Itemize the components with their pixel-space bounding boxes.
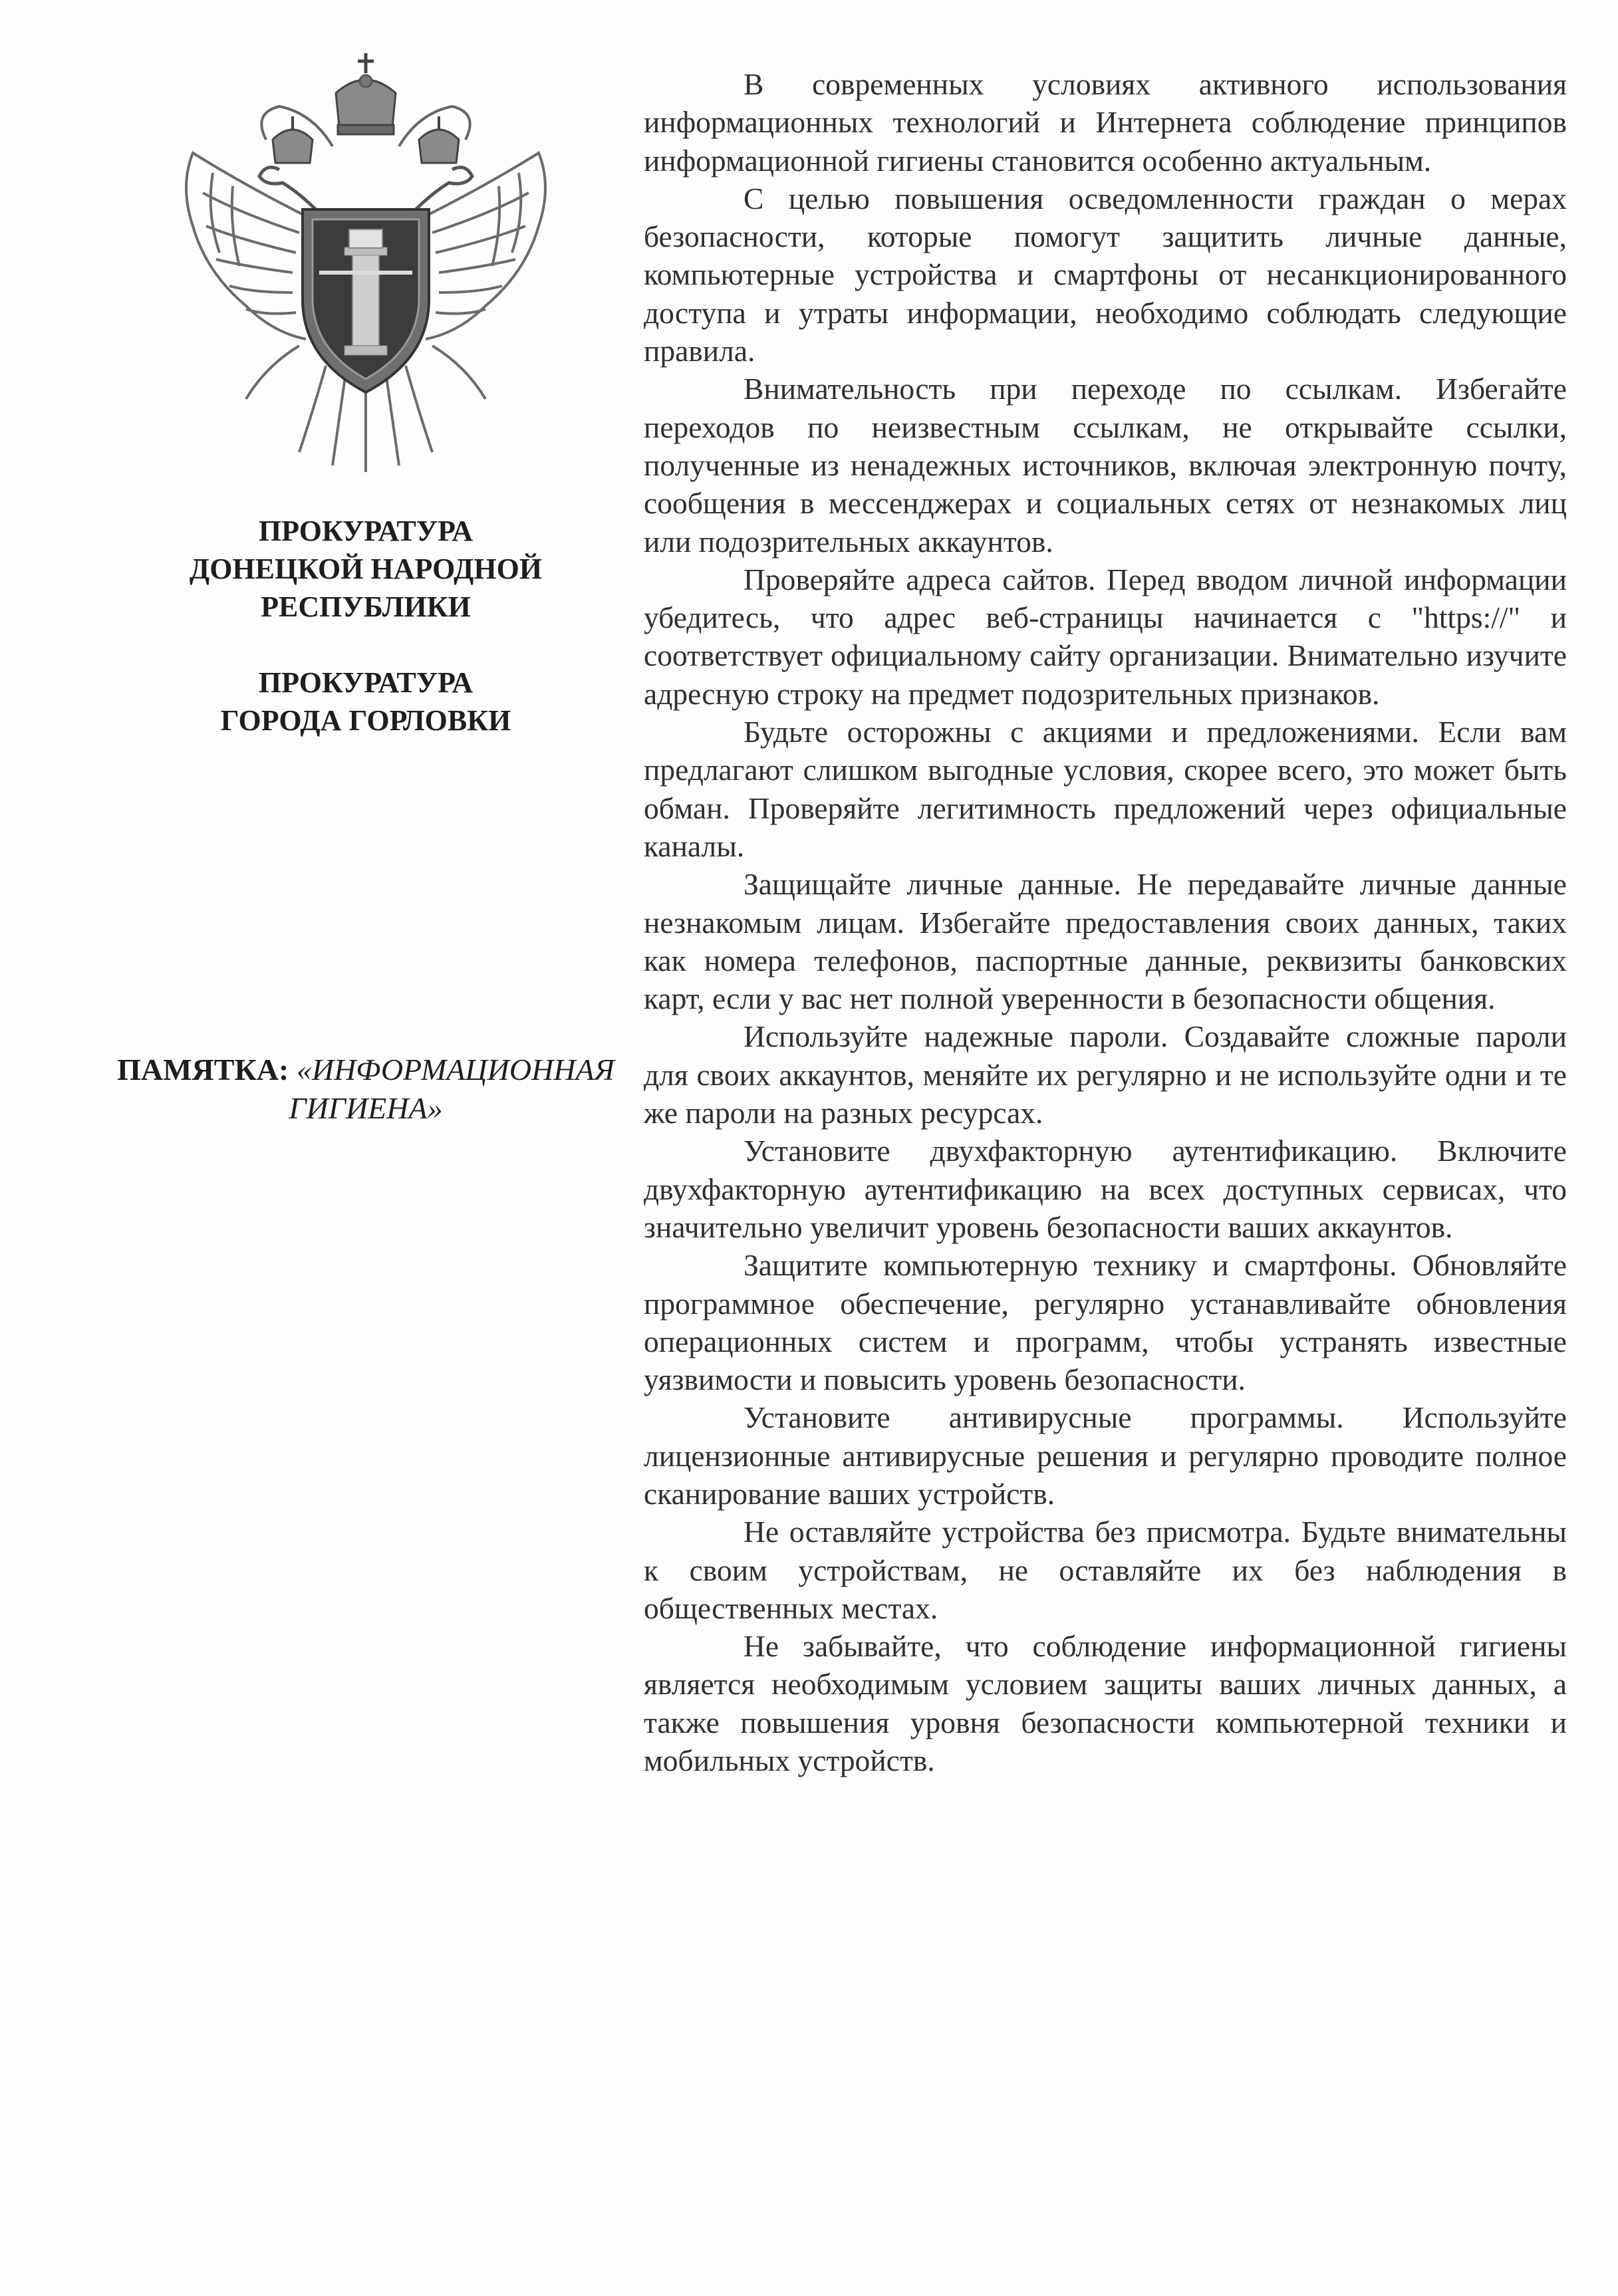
double-headed-eagle-prosecutor-emblem-icon <box>166 53 565 479</box>
central-crown <box>336 53 396 134</box>
paragraph-passwords: Используйте надежные пароли. Создавайте сложные пароли для своих аккаунтов, меняйте их регулярно и не используйте одни и те же пароли на разных ресурсах. <box>644 1019 1567 1130</box>
memo-label: ПАМЯТКА: <box>117 1053 289 1086</box>
paragraph-unattended-devices: Не оставляйте устройства без присмотра. Будьте внимательны к своим устройствам, не оставляйте их без наблюдения в общественных местах. <box>644 1515 1567 1625</box>
paragraph-device-protection: Защитите компьютерную технику и смартфоны. Обновляйте программное обеспечение, регулярно устанавливайте обновления операционных систем и программ, чтобы устранять известные уязвимости и повысить уровень безопасности. <box>644 1248 1567 1397</box>
right-crown <box>419 116 459 163</box>
paragraph-site-addresses: Проверяйте адреса сайтов. Перед вводом личной информации убедитесь, что адрес веб-страницы начинается с "https://" и соответствует официальному сайту организации. Внимательно изучите адресную строку на предмет подозрительных признаков. <box>644 562 1567 711</box>
paragraph-2fa: Установите двухфакторную аутентификацию. Включите двухфакторную аутентификацию на всех доступных сервисах, что значительно увеличит уровень безопасности ваших аккаунтов. <box>644 1134 1567 1244</box>
memo-title <box>100 1051 632 1128</box>
paragraph-offers: Будьте осторожны с акциями и предложениями. Если вам предлагают слишком выгодные условия, скорее всего, это может быть обман. Проверяйте легитимность предложений через официальные каналы. <box>644 715 1567 863</box>
right-wing <box>419 153 545 339</box>
shield <box>303 209 429 392</box>
memo-body <box>644 65 1567 1779</box>
paragraph-antivirus: Установите антивирусные программы. Используйте лицензионные антивирусные решения и регулярно проводите полное сканирование ваших устройств. <box>644 1400 1567 1511</box>
paragraph-purpose: С целью повышения осведомленности граждан о мерах безопасности, которые помогут защитить личные данные, компьютерные устройства и смартфоны от несанкционированного доступа и утраты информации, необходимо соблюдать следующие правила. <box>644 181 1567 368</box>
paragraph-intro: В современных условиях активного использования информационных технологий и Интернета соблюдение принципов информационной гигиены становится особенно актуальным. <box>644 67 1567 178</box>
sub-org-line-2: ГОРОДА ГОРЛОВКИ <box>220 704 511 737</box>
left-crown <box>273 116 313 163</box>
org-line-3: РЕСПУБЛИКИ <box>261 590 471 623</box>
paragraph-links: Внимательность при переходе по ссылкам. Избегайте переходов по неизвестным ссылкам, не открывайте ссылки, полученные из ненадежных источников, включая электронную почту, сообщения в мессенджерах и социальных сетях от незнакомых лиц или подозрительных аккаунтов. <box>644 372 1567 559</box>
organization-block <box>100 512 632 739</box>
org-line-1: ПРОКУРАТУРА <box>258 515 473 547</box>
paragraph-conclusion: Не забывайте, что соблюдение информационной гигиены является необходимым условием защиты ваших личных данных, а также повышения уровня безопасности компьютерной техники и мобильных устройств. <box>644 1629 1567 1778</box>
memo-subject-part-2: ГИГИЕНА» <box>289 1091 443 1125</box>
org-line-2: ДОНЕЦКОЙ НАРОДНОЙ <box>189 553 543 585</box>
memo-subject-part-1: «ИНФОРМАЦИОННАЯ <box>296 1053 614 1086</box>
sub-org-line-1: ПРОКУРАТУРА <box>258 666 473 699</box>
left-wing <box>186 153 313 339</box>
paragraph-personal-data: Защищайте личные данные. Не передавайте личные данные незнакомым лицам. Избегайте предоставления своих данных, таких как номера телефонов, паспортные данные, реквизиты банковских карт, если у вас нет полной уверенности в безопасности общения. <box>644 867 1567 1016</box>
